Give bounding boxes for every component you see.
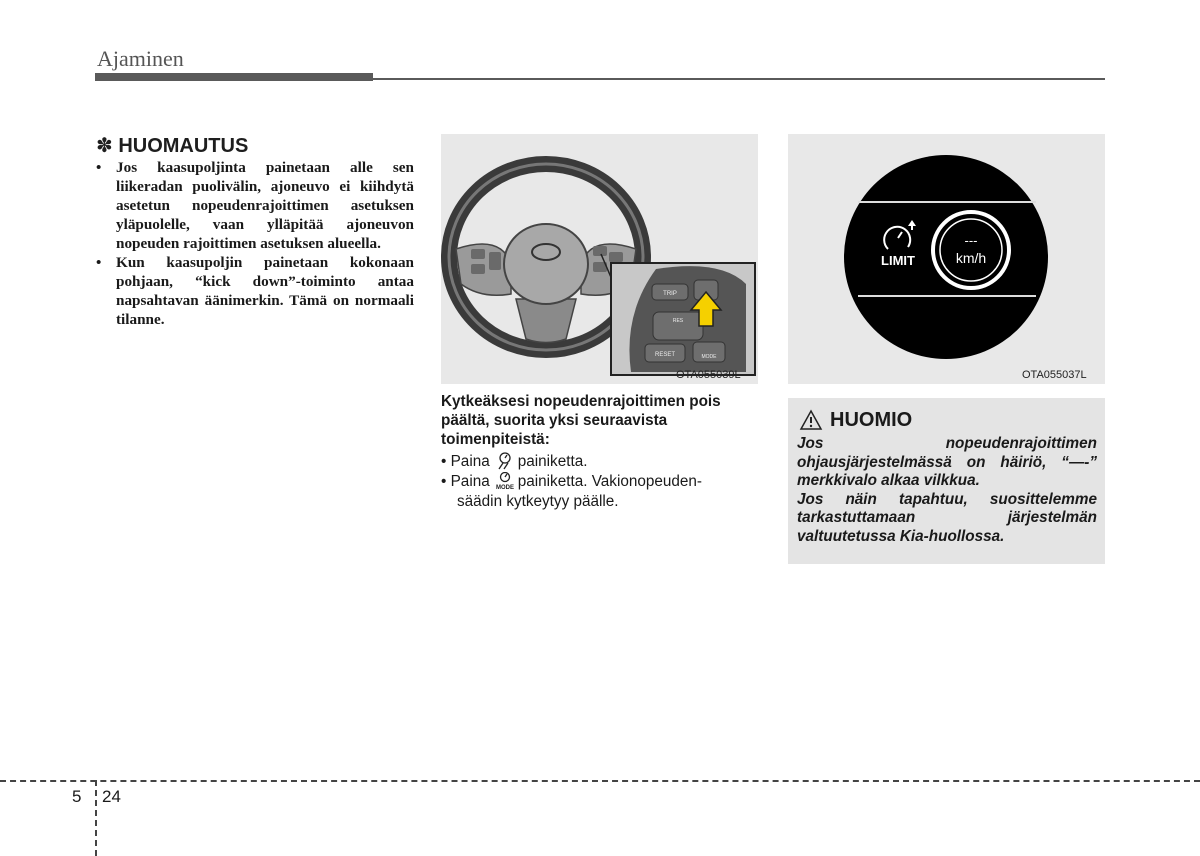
instructions-heading: Kytkeäksesi nopeudenrajoittimen pois päältä, suorita yksi seuraavista toimenpiteistä:	[441, 393, 721, 448]
warning-line: Jos nopeudenrajoittimen ohjausjärjestelmässä on häiriö, “—-” merkkivalo alkaa vilkkua.	[797, 435, 1097, 489]
bullet: •	[441, 453, 447, 470]
cluster-display-illustration	[788, 134, 1105, 384]
instruction-item	[441, 452, 587, 472]
figure2-caption: OTA055037L	[1022, 369, 1087, 381]
mode-button-label: MODE	[701, 354, 717, 360]
figure1-caption: OTA055039L	[676, 369, 741, 381]
page-header-title: Ajaminen	[97, 46, 184, 71]
header-rule-thick	[95, 73, 373, 81]
note-item-text: Kun kaasupoljin painetaan kokonaan pohjaan, “kick down”-toiminto antaa napsahtavan äänimerkin. Tämä on normaali tilanne.	[116, 254, 414, 328]
note-list	[96, 158, 414, 329]
warning-triangle-icon	[799, 409, 823, 431]
bottom-spoke	[516, 299, 576, 343]
instruction-continuation: säädin kytkeytyy päälle.	[457, 493, 619, 510]
instruction-text: painiketta.	[517, 453, 588, 470]
instruction-text: painiketta. Vakionopeuden-	[517, 473, 702, 490]
steering-wheel-illustration	[441, 134, 758, 384]
note-item: • Kun kaasupoljin painetaan kokonaan pohjaan, “kick down”-toiminto antaa napsahtavan äänimerkin. Tämä on normaali tilanne.	[96, 254, 414, 328]
speed-unit: km/h	[955, 250, 987, 266]
instruction-text: Paina	[450, 453, 490, 470]
left-button	[471, 249, 485, 259]
mode-icon-label: MODE	[495, 485, 514, 490]
cluster-display-figure	[788, 134, 1105, 384]
warning-heading: HUOMIO	[830, 409, 913, 431]
limit-label: LIMIT	[881, 253, 915, 268]
warning-line: Jos näin tapahtuu, suosittelemme tarkastuttamaan järjestelmän valtuutetussa Kia-huollossa.	[797, 490, 1097, 545]
instruction-item	[441, 472, 702, 492]
res-label: RES	[672, 318, 684, 324]
right-button	[593, 246, 607, 256]
wheel-hub	[504, 224, 588, 304]
right-button	[609, 252, 623, 262]
res-set-switch	[653, 312, 703, 340]
note-heading: ✽ HUOMAUTUS	[96, 135, 249, 157]
speed-value: ---	[964, 233, 978, 248]
warning-body	[797, 435, 1097, 546]
display-circle	[844, 155, 1048, 359]
footer-dashed-rule	[0, 780, 1200, 782]
footer-vertical-dashed-rule	[95, 780, 97, 856]
speed-limiter-button-icon	[494, 452, 516, 470]
left-button	[471, 264, 485, 274]
note-item: • Jos kaasupoljinta painetaan alle sen liikeradan puolivälin, ajoneuvo ei kiihdytä asetetun nopeudenrajoittimen asetuksen yläpuolelle, vaan ylläpitää ajoneuvon nopeuden rajoittimen asetuksen alueella.	[96, 159, 414, 252]
bullet: •	[441, 473, 447, 490]
cruise-mode-button-icon	[494, 472, 516, 490]
steering-wheel-figure	[441, 134, 758, 384]
note-item-text: Jos kaasupoljinta painetaan alle sen liikeradan puolivälin, ajoneuvo ei kiihdytä asetetun nopeudenrajoittimen asetuksen yläpuolelle, vaan ylläpitää ajoneuvon nopeuden rajoittimen asetuksen alueella.	[116, 159, 414, 252]
trip-button-label: TRIP	[663, 291, 677, 297]
instruction-text: Paina	[450, 473, 490, 490]
page-number: 24	[102, 787, 121, 806]
page-section-number: 5	[72, 787, 82, 806]
reset-button-label: RESET	[654, 352, 676, 358]
left-button	[489, 252, 501, 270]
header-rule-thin	[373, 78, 1105, 80]
